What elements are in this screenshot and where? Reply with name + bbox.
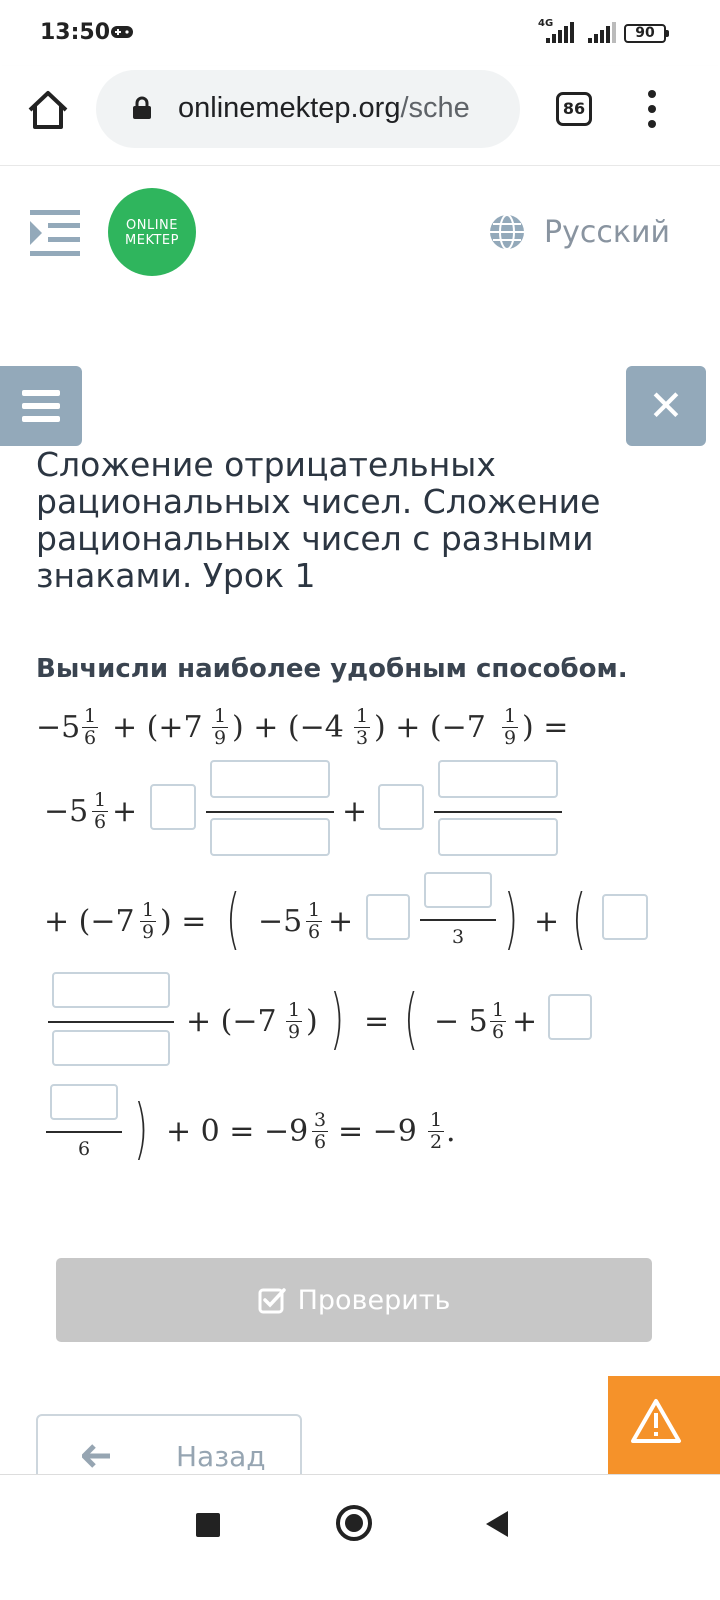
check-button[interactable] [56, 1258, 652, 1342]
answer-input[interactable] [52, 972, 170, 1008]
fraction-bar [46, 1131, 122, 1133]
big-paren: ( [404, 980, 419, 1057]
lesson-menu-button[interactable] [0, 366, 82, 446]
signal-icon-2 [584, 22, 622, 44]
tab-switcher-button[interactable]: 86 [556, 92, 592, 126]
recent-apps-icon[interactable] [196, 1513, 220, 1537]
math-text: + (−7 [44, 904, 135, 939]
status-bar [0, 0, 720, 66]
fraction: 1 6 [83, 705, 97, 749]
language-selector[interactable] [488, 212, 670, 252]
math-text: + [512, 1004, 538, 1039]
task-instruction: Вычисли наиболее удобным способом. [36, 654, 628, 684]
answer-input[interactable] [378, 784, 424, 830]
url-text [178, 92, 470, 125]
math-text: ) + (−7 [374, 710, 486, 745]
report-error-button[interactable] [608, 1376, 720, 1474]
answer-input[interactable] [210, 760, 330, 798]
answer-input[interactable] [602, 894, 648, 940]
warning-icon [630, 1398, 682, 1444]
answer-input[interactable] [438, 760, 558, 798]
lock-icon [132, 96, 152, 120]
fraction: 1 9 [503, 705, 517, 749]
math-text: . [446, 1114, 456, 1149]
answer-input[interactable] [438, 818, 558, 856]
denominator: 6 [78, 1138, 91, 1160]
fraction-bar [434, 811, 562, 813]
fraction: 1 6 [93, 789, 107, 833]
math-text: + [112, 794, 138, 829]
more-options-icon[interactable] [648, 90, 656, 128]
fraction-bar [48, 1021, 174, 1023]
fraction: 3 6 [313, 1109, 327, 1153]
math-text: ) [306, 1004, 318, 1039]
big-paren: ) [330, 980, 345, 1057]
address-bar[interactable] [96, 70, 520, 148]
system-nav-bar [0, 1474, 720, 1600]
fraction: 1 3 [355, 705, 369, 749]
fraction: 1 6 [491, 999, 505, 1043]
fraction-bar [206, 811, 334, 813]
math-text: −5 [44, 794, 89, 829]
url-path: /sche [400, 92, 470, 124]
back-nav-icon[interactable] [486, 1511, 508, 1537]
math-text: ) + (−4 [232, 710, 344, 745]
math-text: + [342, 794, 368, 829]
url-domain: onlinemektep.org [178, 92, 401, 124]
home-nav-icon[interactable] [336, 1505, 372, 1541]
fraction: 1 9 [213, 705, 227, 749]
fraction-bar [420, 919, 496, 921]
math-text: ) = [160, 904, 207, 939]
answer-input[interactable] [150, 784, 196, 830]
math-text: + (−7 [186, 1004, 277, 1039]
battery-indicator: 90 [624, 24, 666, 43]
site-header [0, 166, 720, 296]
signal-icon [540, 22, 578, 44]
fraction: 1 9 [141, 899, 155, 943]
math-text: − 5 [434, 1004, 488, 1039]
home-icon[interactable] [26, 88, 70, 132]
denominator: 3 [452, 926, 465, 948]
language-label: Русский [544, 214, 670, 250]
math-text: + (+7 [112, 710, 203, 745]
answer-input[interactable] [50, 1084, 118, 1120]
browser-toolbar [0, 66, 720, 166]
collapse-menu-icon[interactable] [30, 210, 80, 256]
math-text: −5 [258, 904, 303, 939]
globe-icon [488, 213, 526, 251]
lesson-title: Сложение отрицательных рациональных чисел. Сложение рациональных чисел с разными знаками. Урок 1 [36, 445, 601, 595]
network-type: 4G [538, 18, 554, 29]
check-button-label: Проверить [297, 1284, 451, 1316]
arrow-left-icon [82, 1444, 112, 1468]
big-paren: ( [226, 880, 241, 957]
math-text: = −9 [338, 1114, 417, 1149]
answer-input[interactable] [548, 994, 592, 1040]
logo-line-2: MEKTEP [125, 233, 179, 248]
answer-input[interactable] [52, 1030, 170, 1066]
answer-input[interactable] [366, 894, 410, 940]
back-button-label: Назад [176, 1440, 266, 1473]
fraction: 1 6 [307, 899, 321, 943]
big-paren: ( [572, 880, 587, 957]
fraction: 1 9 [287, 999, 301, 1043]
math-text: + [534, 904, 560, 939]
math-text: = [364, 1004, 390, 1039]
fraction: 1 2 [429, 1109, 443, 1153]
answer-input[interactable] [424, 872, 492, 908]
site-logo[interactable] [108, 188, 196, 276]
gamepad-icon [110, 24, 134, 40]
math-text: −5 [36, 710, 81, 745]
logo-line-1: ONLINE [126, 218, 178, 233]
checkbox-icon [258, 1286, 286, 1314]
answer-input[interactable] [210, 818, 330, 856]
math-text: ) = [522, 710, 569, 745]
status-time: 13:50 [40, 20, 111, 45]
big-paren: ) [134, 1090, 149, 1167]
math-text: + 0 = −9 [166, 1114, 309, 1149]
big-paren: ) [504, 880, 519, 957]
math-text: + [328, 904, 354, 939]
close-button[interactable]: ✕ [626, 366, 706, 446]
